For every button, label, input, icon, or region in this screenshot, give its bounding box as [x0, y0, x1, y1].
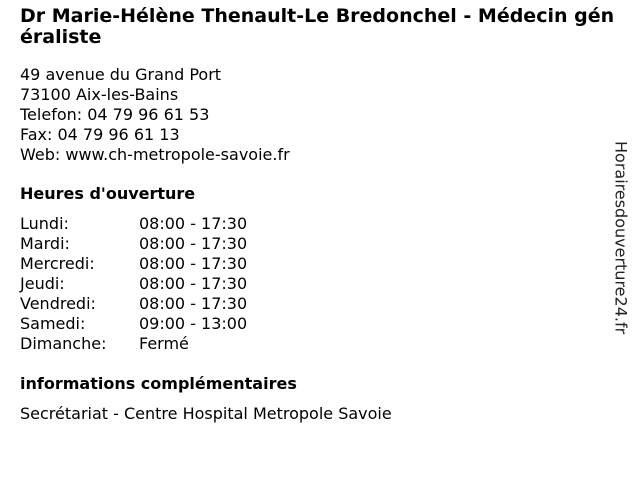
- time-value: Fermé: [139, 334, 189, 353]
- day-label: Dimanche:: [20, 334, 107, 353]
- day-label: Lundi:: [20, 214, 69, 233]
- city-postcode: 73100 Aix-les-Bains: [20, 85, 179, 104]
- website-link: Web: www.ch-metropole-savoie.fr: [20, 145, 290, 164]
- day-label: Vendredi:: [20, 294, 96, 313]
- street-address: 49 avenue du Grand Port: [20, 65, 222, 84]
- watermark-text: Horairesdouverture24.fr: [611, 141, 631, 335]
- day-label: Samedi:: [20, 314, 86, 333]
- phone-number: Telefon: 04 79 96 61 53: [20, 105, 210, 124]
- day-label: Jeudi:: [20, 274, 65, 293]
- fax-number: Fax: 04 79 96 61 13: [20, 125, 180, 144]
- info-heading: informations complémentaires: [20, 374, 297, 393]
- day-label: Mercredi:: [20, 254, 95, 273]
- day-label: Mardi:: [20, 234, 70, 253]
- address-block: [20, 65, 290, 165]
- time-value: 08:00 - 17:30: [139, 254, 248, 273]
- time-value: 09:00 - 13:00: [139, 314, 248, 333]
- time-value: 08:00 - 17:30: [139, 214, 248, 233]
- watermark: [611, 134, 631, 342]
- page-title: Dr Marie-Hélène Thenault-Le Bredonchel - Médecin généraliste: [20, 5, 615, 48]
- info-text: Secrétariat - Centre Hospital Metropole Savoie: [20, 404, 392, 423]
- hours-heading: Heures d'ouverture: [20, 184, 196, 203]
- time-value: 08:00 - 17:30: [139, 274, 248, 293]
- time-value: 08:00 - 17:30: [139, 234, 248, 253]
- time-value: 08:00 - 17:30: [139, 294, 248, 313]
